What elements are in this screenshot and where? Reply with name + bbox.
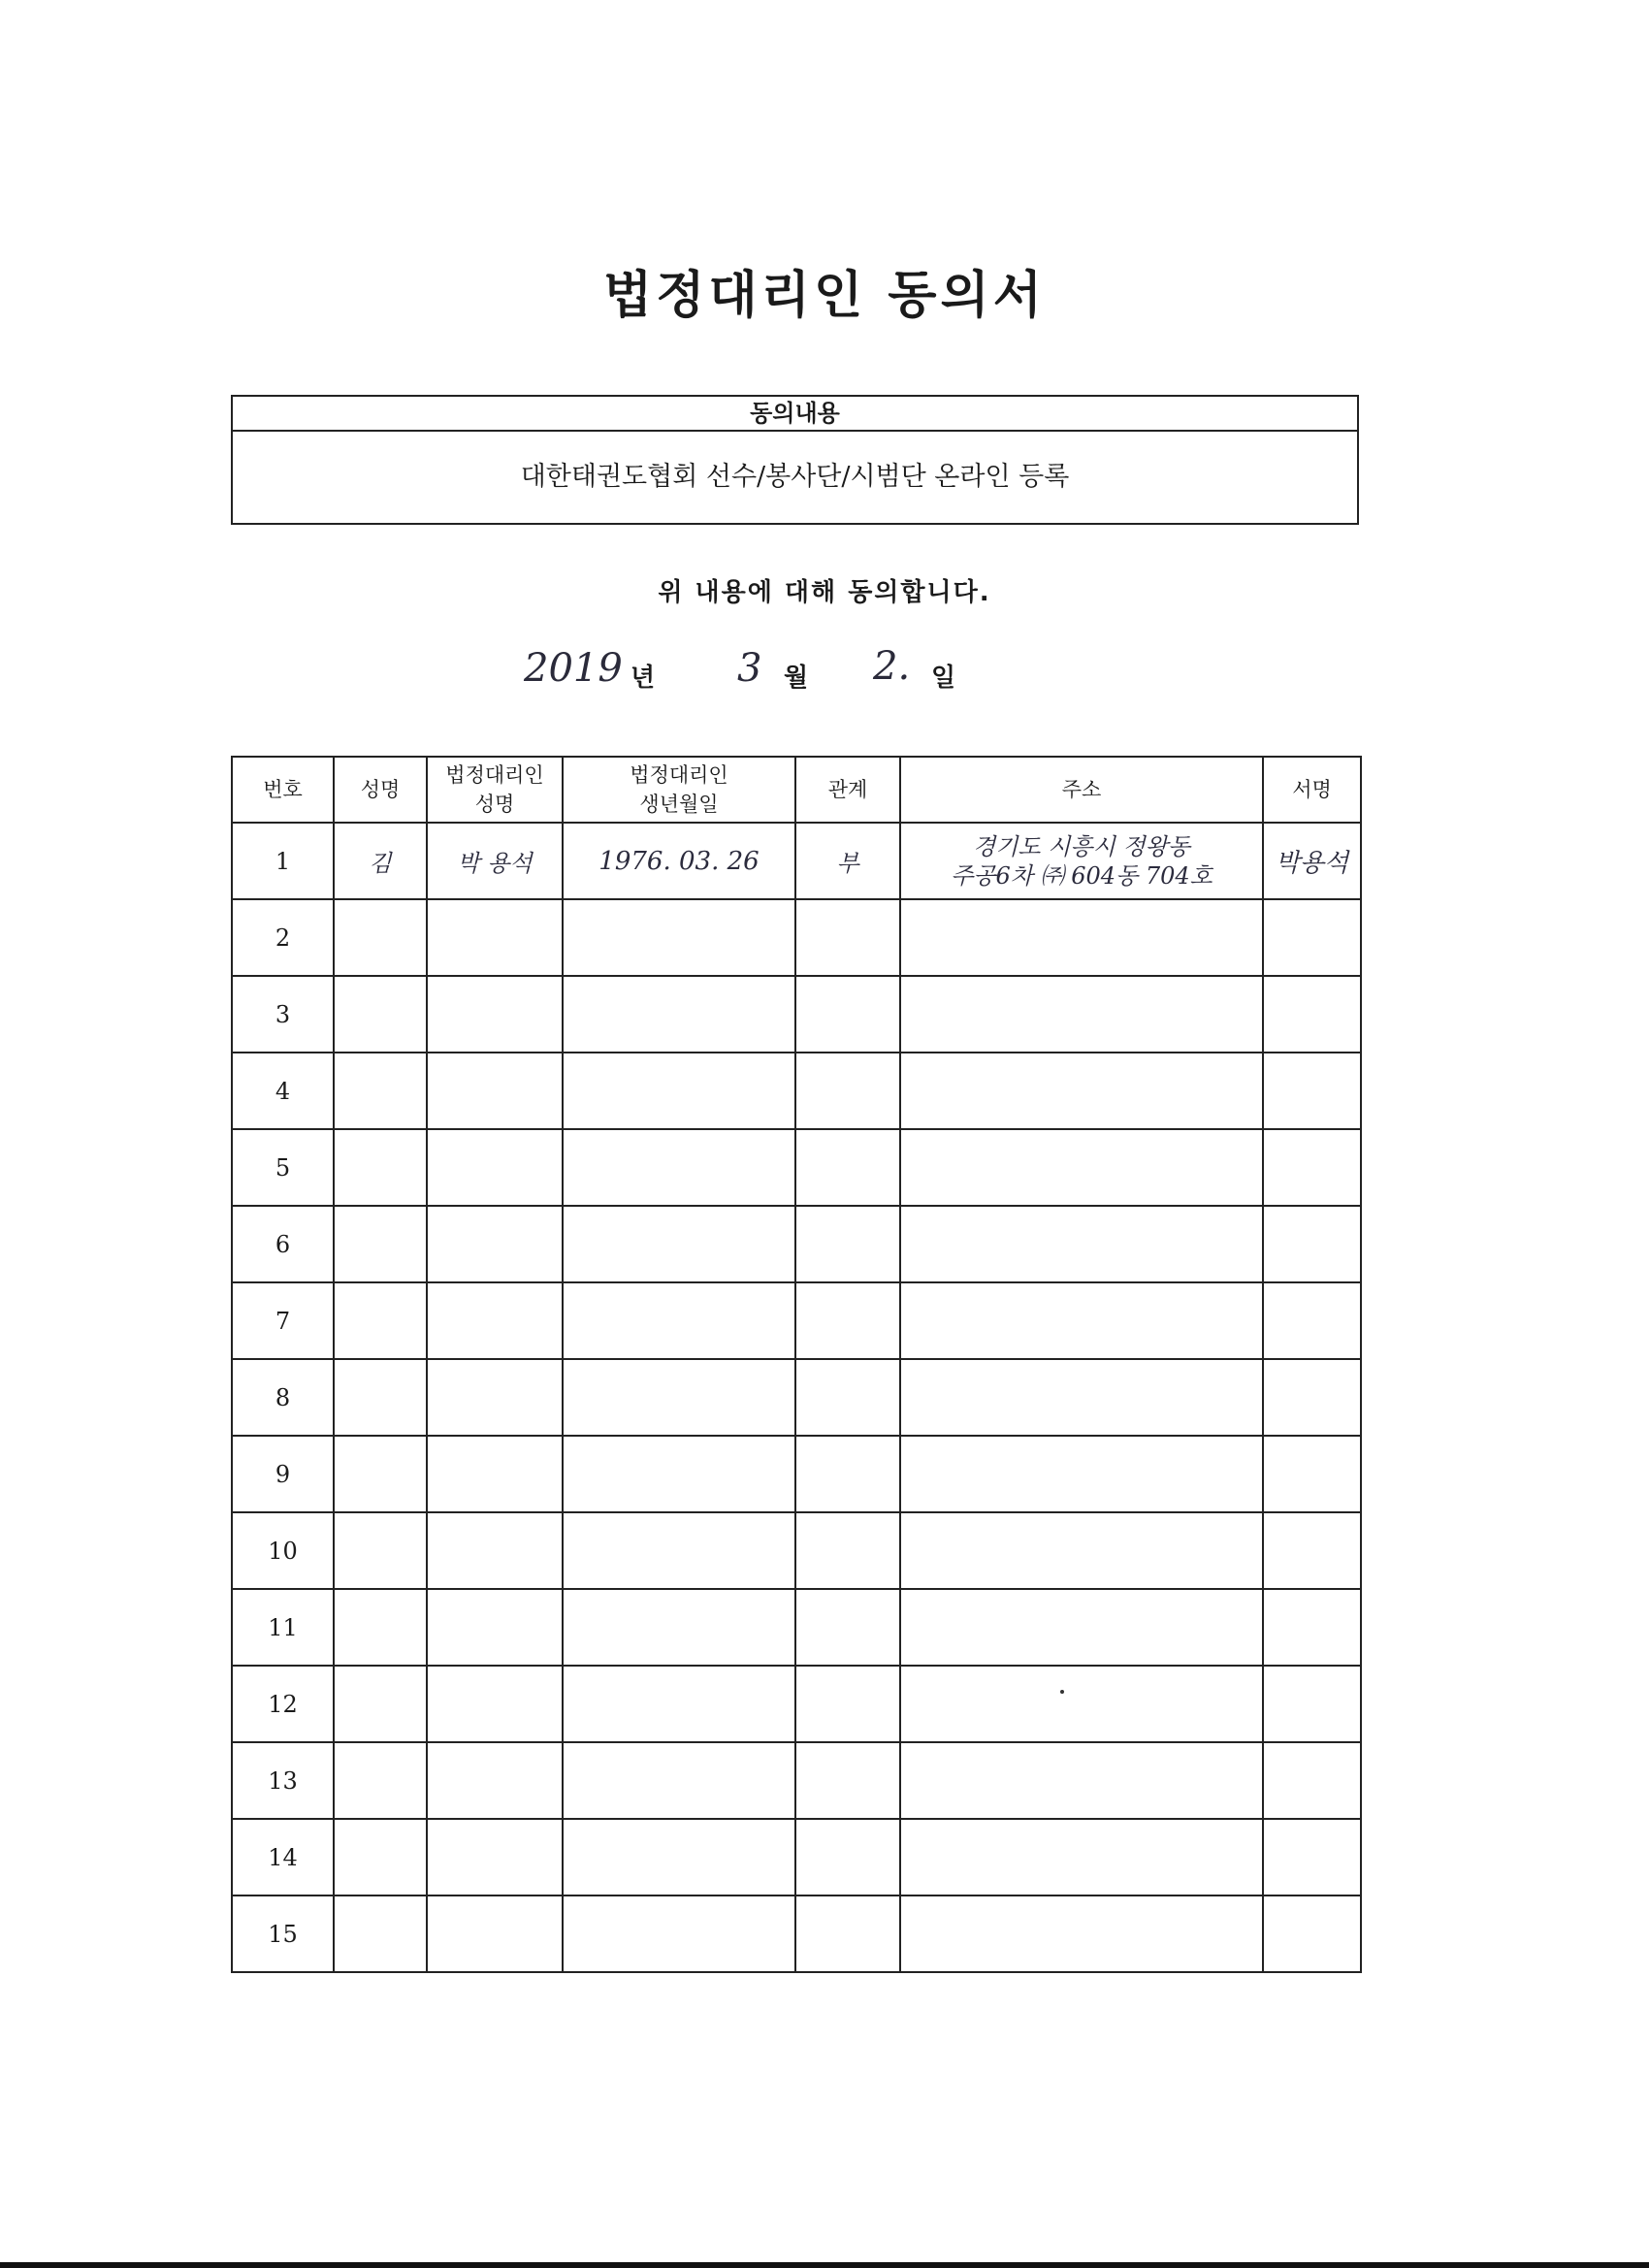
cell-guardian-birth — [563, 1282, 795, 1359]
cell-guardian-birth: 1976. 03. 26 — [563, 823, 795, 899]
table-row — [232, 1282, 1361, 1359]
cell-signature — [1263, 1359, 1361, 1436]
table-row — [232, 1742, 1361, 1819]
cell-address — [900, 1206, 1263, 1282]
table-row — [232, 823, 1361, 899]
cell-guardian-birth — [563, 1819, 795, 1895]
cell-relation: 부 — [795, 823, 900, 899]
table-row — [232, 1666, 1361, 1742]
cell-relation — [795, 1512, 900, 1589]
cell-guardian-birth — [563, 1512, 795, 1589]
table-row — [232, 1129, 1361, 1206]
address-line-1: 경기도 시흥시 정왕동 — [973, 832, 1190, 860]
table-row — [232, 1589, 1361, 1666]
cell-guardian-birth — [563, 1053, 795, 1129]
cell-signature — [1263, 1129, 1361, 1206]
table-header-row — [232, 757, 1361, 823]
cell-guardian-name — [427, 1895, 563, 1972]
cell-guardian-birth — [563, 1589, 795, 1666]
cell-signature — [1263, 1206, 1361, 1282]
cell-guardian-name — [427, 1206, 563, 1282]
consent-body: 대한태권도협회 선수/봉사단/시범단 온라인 등록 — [520, 462, 1070, 492]
header-guardian-name: 법정대리인 성명 — [427, 757, 563, 823]
cell-name — [334, 1895, 427, 1972]
header-address: 주소 — [900, 757, 1263, 823]
cell-name — [334, 1206, 427, 1282]
cell-relation — [795, 899, 900, 976]
table-row — [232, 1359, 1361, 1436]
cell-number: 14 — [232, 1819, 334, 1895]
date-year-label: 년 — [630, 664, 656, 693]
cell-number: 6 — [232, 1206, 334, 1282]
cell-guardian-name — [427, 1512, 563, 1589]
cell-signature — [1263, 1666, 1361, 1742]
cell-guardian-birth — [563, 1129, 795, 1206]
cell-guardian-birth — [563, 899, 795, 976]
cell-number: 1 — [232, 823, 334, 899]
cell-relation — [795, 1282, 900, 1359]
cell-relation — [795, 1895, 900, 1972]
cell-address — [900, 1359, 1263, 1436]
table-row — [232, 1512, 1361, 1589]
cell-guardian-name — [427, 899, 563, 976]
table-row — [232, 1895, 1361, 1972]
cell-guardian-name — [427, 1129, 563, 1206]
cell-number: 7 — [232, 1282, 334, 1359]
cell-address — [900, 1512, 1263, 1589]
cell-address — [900, 976, 1263, 1053]
cell-relation — [795, 1742, 900, 1819]
cell-guardian-birth — [563, 1742, 795, 1819]
cell-number: 15 — [232, 1895, 334, 1972]
cell-signature — [1263, 1589, 1361, 1666]
cell-guardian-name — [427, 1589, 563, 1666]
table-row — [232, 899, 1361, 976]
table-row — [232, 1206, 1361, 1282]
cell-guardian-birth — [563, 1206, 795, 1282]
header-number: 번호 — [232, 757, 334, 823]
cell-address — [900, 823, 1263, 899]
cell-name — [334, 1589, 427, 1666]
cell-relation — [795, 1053, 900, 1129]
cell-guardian-birth — [563, 976, 795, 1053]
cell-guardian-birth — [563, 1666, 795, 1742]
cell-guardian-name — [427, 1742, 563, 1819]
cell-number: 11 — [232, 1589, 334, 1666]
cell-relation — [795, 1359, 900, 1436]
cell-address — [900, 1895, 1263, 1972]
cell-name — [334, 1742, 427, 1819]
cell-signature — [1263, 1282, 1361, 1359]
cell-address — [900, 1053, 1263, 1129]
cell-name — [334, 1129, 427, 1206]
cell-address — [900, 899, 1263, 976]
header-relation: 관계 — [795, 757, 900, 823]
cell-guardian-birth — [563, 1359, 795, 1436]
cell-number: 9 — [232, 1436, 334, 1512]
cell-address — [900, 1129, 1263, 1206]
cell-signature — [1263, 899, 1361, 976]
agree-statement: 위 내용에 대해 동의합니다. — [658, 578, 991, 607]
cell-signature — [1263, 1742, 1361, 1819]
cell-relation — [795, 1129, 900, 1206]
address-line-2: 주공6차 ㈜ 604동 704호 — [951, 861, 1212, 890]
document-title: 법정대리인 동의서 — [603, 267, 1046, 325]
date-day-label: 일 — [931, 664, 956, 693]
cell-name — [334, 1512, 427, 1589]
cell-guardian-name — [427, 976, 563, 1053]
cell-number: 5 — [232, 1129, 334, 1206]
cell-number: 10 — [232, 1512, 334, 1589]
scan-edge — [0, 2262, 1649, 2268]
cell-address — [900, 1282, 1263, 1359]
cell-signature — [1263, 1819, 1361, 1895]
cell-relation — [795, 976, 900, 1053]
date-line — [514, 644, 999, 710]
cell-number: 12 — [232, 1666, 334, 1742]
cell-relation — [795, 1819, 900, 1895]
cell-guardian-birth — [563, 1436, 795, 1512]
date-day-value: 2. — [873, 644, 911, 689]
cell-guardian-birth — [563, 1895, 795, 1972]
cell-signature — [1263, 1053, 1361, 1129]
cell-name — [334, 899, 427, 976]
cell-signature: 박용석 — [1263, 823, 1361, 899]
cell-signature — [1263, 1512, 1361, 1589]
cell-address — [900, 1666, 1263, 1742]
cell-name — [334, 1359, 427, 1436]
cell-name — [334, 1282, 427, 1359]
cell-guardian-name — [427, 1666, 563, 1742]
table-row — [232, 976, 1361, 1053]
table-row — [232, 1819, 1361, 1895]
cell-relation — [795, 1666, 900, 1742]
cell-address — [900, 1819, 1263, 1895]
cell-name — [334, 1819, 427, 1895]
cell-signature — [1263, 1436, 1361, 1512]
cell-name — [334, 1053, 427, 1129]
cell-name — [334, 1666, 427, 1742]
cell-number: 3 — [232, 976, 334, 1053]
cell-guardian-name — [427, 1053, 563, 1129]
cell-number: 13 — [232, 1742, 334, 1819]
scan-speck — [1060, 1690, 1064, 1694]
cell-guardian-name — [427, 1282, 563, 1359]
cell-number: 4 — [232, 1053, 334, 1129]
cell-guardian-name — [427, 1819, 563, 1895]
header-signature: 서명 — [1263, 757, 1361, 823]
cell-address — [900, 1742, 1263, 1819]
cell-name — [334, 1436, 427, 1512]
cell-address — [900, 1589, 1263, 1666]
cell-guardian-name: 박 용석 — [427, 823, 563, 899]
date-month-value: 3 — [737, 646, 762, 691]
cell-name: 김 — [334, 823, 427, 899]
table-row — [232, 1053, 1361, 1129]
cell-relation — [795, 1589, 900, 1666]
date-month-label: 월 — [784, 664, 809, 693]
cell-number: 2 — [232, 899, 334, 976]
cell-address — [900, 1436, 1263, 1512]
header-name: 성명 — [334, 757, 427, 823]
date-year-value: 2019 — [524, 646, 623, 691]
table-row — [232, 1436, 1361, 1512]
cell-number: 8 — [232, 1359, 334, 1436]
cell-name — [334, 976, 427, 1053]
consent-header: 동의내용 — [233, 397, 1357, 432]
cell-guardian-name — [427, 1359, 563, 1436]
cell-signature — [1263, 976, 1361, 1053]
cell-signature — [1263, 1895, 1361, 1972]
header-guardian-birth: 법정대리인 생년월일 — [563, 757, 795, 823]
cell-guardian-name — [427, 1436, 563, 1512]
guardian-roster-table — [231, 756, 1362, 1973]
cell-relation — [795, 1436, 900, 1512]
consent-content-box — [231, 395, 1359, 525]
cell-relation — [795, 1206, 900, 1282]
